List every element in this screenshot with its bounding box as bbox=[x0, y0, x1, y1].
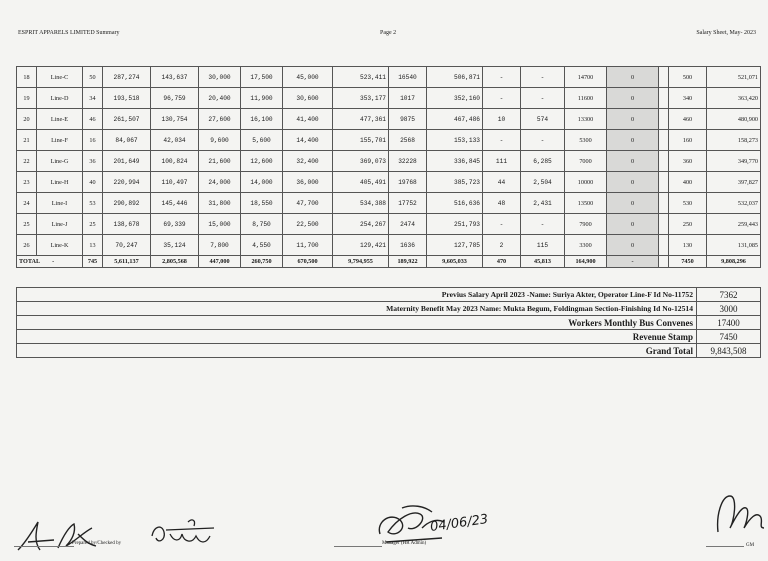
cell-c12: 13500 bbox=[565, 193, 607, 214]
cell-c1: 36 bbox=[83, 151, 103, 172]
row-number: 25 bbox=[17, 214, 37, 235]
cell-c9: 352,160 bbox=[427, 88, 483, 109]
cell-c4: 7,800 bbox=[199, 235, 241, 256]
cell-c7: 405,491 bbox=[333, 172, 389, 193]
cell-c16: 532,037 bbox=[707, 193, 761, 214]
cell-c15: 160 bbox=[669, 130, 707, 151]
cell-c13: 0 bbox=[607, 214, 659, 235]
cell-c2: 193,518 bbox=[103, 88, 151, 109]
cell-c8: 2474 bbox=[389, 214, 427, 235]
gm-label: GM bbox=[746, 543, 755, 548]
total-c12: 164,900 bbox=[565, 256, 607, 268]
cell-c7: 523,411 bbox=[333, 67, 389, 88]
summary-row bbox=[17, 344, 761, 358]
line-name: Line-C bbox=[37, 67, 83, 88]
total-c7: 9,794,955 bbox=[333, 256, 389, 268]
cell-c5: 4,550 bbox=[241, 235, 283, 256]
cell-c14 bbox=[659, 172, 669, 193]
summary-row bbox=[17, 288, 761, 302]
gm-sign-line bbox=[706, 546, 744, 547]
cell-c3: 130,754 bbox=[151, 109, 199, 130]
cell-c3: 145,446 bbox=[151, 193, 199, 214]
cell-c12: 13300 bbox=[565, 109, 607, 130]
cell-c2: 201,649 bbox=[103, 151, 151, 172]
cell-c11: 574 bbox=[521, 109, 565, 130]
cell-c5: 5,600 bbox=[241, 130, 283, 151]
cell-c4: 9,600 bbox=[199, 130, 241, 151]
salary-table bbox=[16, 66, 761, 268]
cell-c8: 2568 bbox=[389, 130, 427, 151]
gm-signature-icon bbox=[712, 488, 768, 540]
cell-c9: 153,133 bbox=[427, 130, 483, 151]
summary-label: Revenue Stamp bbox=[17, 330, 697, 344]
table-row bbox=[17, 193, 761, 214]
cell-c6: 14,400 bbox=[283, 130, 333, 151]
cell-c12: 5300 bbox=[565, 130, 607, 151]
cell-c13: 0 bbox=[607, 130, 659, 151]
cell-c14 bbox=[659, 109, 669, 130]
row-number: 20 bbox=[17, 109, 37, 130]
manager-sign-line bbox=[334, 546, 382, 547]
cell-c11: - bbox=[521, 130, 565, 151]
cell-c15: 500 bbox=[669, 67, 707, 88]
cell-c4: 15,000 bbox=[199, 214, 241, 235]
report-title: ESPRIT APPARELS LIMITED Summary bbox=[18, 30, 120, 36]
cell-c8: 19768 bbox=[389, 172, 427, 193]
summary-value: 17400 bbox=[697, 316, 761, 330]
cell-c7: 254,267 bbox=[333, 214, 389, 235]
cell-c13: 0 bbox=[607, 88, 659, 109]
cell-c9: 516,636 bbox=[427, 193, 483, 214]
cell-c14 bbox=[659, 235, 669, 256]
cell-c7: 477,361 bbox=[333, 109, 389, 130]
cell-c6: 45,000 bbox=[283, 67, 333, 88]
cell-c15: 400 bbox=[669, 172, 707, 193]
cell-c8: 1636 bbox=[389, 235, 427, 256]
cell-c15: 460 bbox=[669, 109, 707, 130]
cell-c10: 48 bbox=[483, 193, 521, 214]
cell-c9: 127,785 bbox=[427, 235, 483, 256]
cell-c13: 0 bbox=[607, 67, 659, 88]
total-c1: 745 bbox=[83, 256, 103, 268]
cell-c6: 22,500 bbox=[283, 214, 333, 235]
row-number: 22 bbox=[17, 151, 37, 172]
cell-c16: 131,085 bbox=[707, 235, 761, 256]
cell-c14 bbox=[659, 67, 669, 88]
summary-label: Previus Salary April 2023 -Name: Suriya Akter, Operator Line-F Id No-11752 bbox=[17, 288, 697, 302]
total-c14 bbox=[659, 256, 669, 268]
cell-c12: 7900 bbox=[565, 214, 607, 235]
page-number: Page 2 bbox=[380, 30, 397, 36]
cell-c5: 16,100 bbox=[241, 109, 283, 130]
cell-c7: 369,073 bbox=[333, 151, 389, 172]
table-row bbox=[17, 151, 761, 172]
cell-c3: 69,339 bbox=[151, 214, 199, 235]
row-number: 24 bbox=[17, 193, 37, 214]
total-label bbox=[17, 256, 83, 268]
manager-label: Manager (HR Admin) bbox=[382, 541, 427, 546]
cell-c16: 521,071 bbox=[707, 67, 761, 88]
cell-c6: 47,700 bbox=[283, 193, 333, 214]
cell-c15: 360 bbox=[669, 151, 707, 172]
cell-c14 bbox=[659, 88, 669, 109]
cell-c3: 143,637 bbox=[151, 67, 199, 88]
cell-c10: - bbox=[483, 214, 521, 235]
total-label-text: TOTAL bbox=[19, 258, 41, 265]
cell-c8: 16540 bbox=[389, 67, 427, 88]
checker-signature-icon bbox=[148, 516, 220, 552]
cell-c4: 20,400 bbox=[199, 88, 241, 109]
cell-c3: 42,034 bbox=[151, 130, 199, 151]
cell-c11: 2,504 bbox=[521, 172, 565, 193]
preparer-signature-icon bbox=[14, 514, 124, 556]
line-name: Line-F bbox=[37, 130, 83, 151]
cell-c5: 12,600 bbox=[241, 151, 283, 172]
cell-c2: 287,274 bbox=[103, 67, 151, 88]
table-row bbox=[17, 109, 761, 130]
cell-c14 bbox=[659, 193, 669, 214]
summary-value: 3000 bbox=[697, 302, 761, 316]
preparer-sign-line bbox=[14, 546, 74, 547]
cell-c2: 220,994 bbox=[103, 172, 151, 193]
cell-c11: - bbox=[521, 67, 565, 88]
cell-c5: 14,000 bbox=[241, 172, 283, 193]
cell-c7: 353,177 bbox=[333, 88, 389, 109]
cell-c1: 53 bbox=[83, 193, 103, 214]
total-c8: 189,922 bbox=[389, 256, 427, 268]
cell-c10: - bbox=[483, 88, 521, 109]
cell-c12: 14700 bbox=[565, 67, 607, 88]
row-number: 23 bbox=[17, 172, 37, 193]
cell-c1: 16 bbox=[83, 130, 103, 151]
prepared-by-label: Prepared by/Checked by bbox=[72, 541, 122, 546]
line-name: Line-D bbox=[37, 88, 83, 109]
total-c11: 45,813 bbox=[521, 256, 565, 268]
summary-label: Grand Total bbox=[17, 344, 697, 358]
cell-c16: 397,827 bbox=[707, 172, 761, 193]
cell-c14 bbox=[659, 130, 669, 151]
cell-c2: 138,678 bbox=[103, 214, 151, 235]
total-c13: - bbox=[607, 256, 659, 268]
cell-c16: 363,420 bbox=[707, 88, 761, 109]
cell-c4: 27,600 bbox=[199, 109, 241, 130]
cell-c7: 534,388 bbox=[333, 193, 389, 214]
cell-c9: 385,723 bbox=[427, 172, 483, 193]
cell-c11: - bbox=[521, 214, 565, 235]
cell-c1: 34 bbox=[83, 88, 103, 109]
summary-row bbox=[17, 316, 761, 330]
cell-c16: 259,443 bbox=[707, 214, 761, 235]
cell-c11: 2,431 bbox=[521, 193, 565, 214]
cell-c15: 130 bbox=[669, 235, 707, 256]
cell-c10: - bbox=[483, 130, 521, 151]
row-number: 19 bbox=[17, 88, 37, 109]
cell-c4: 30,000 bbox=[199, 67, 241, 88]
cell-c8: 1017 bbox=[389, 88, 427, 109]
summary-row bbox=[17, 302, 761, 316]
cell-c16: 158,273 bbox=[707, 130, 761, 151]
row-number: 21 bbox=[17, 130, 37, 151]
table-row bbox=[17, 88, 761, 109]
cell-c6: 36,000 bbox=[283, 172, 333, 193]
row-number: 26 bbox=[17, 235, 37, 256]
total-c3: 2,805,568 bbox=[151, 256, 199, 268]
cell-c12: 11600 bbox=[565, 88, 607, 109]
cell-c5: 11,900 bbox=[241, 88, 283, 109]
cell-c2: 70,247 bbox=[103, 235, 151, 256]
table-row bbox=[17, 67, 761, 88]
cell-c13: 0 bbox=[607, 151, 659, 172]
cell-c6: 41,400 bbox=[283, 109, 333, 130]
line-name: Line-K bbox=[37, 235, 83, 256]
cell-c8: 32228 bbox=[389, 151, 427, 172]
cell-c4: 21,600 bbox=[199, 151, 241, 172]
cell-c1: 25 bbox=[83, 214, 103, 235]
cell-c15: 340 bbox=[669, 88, 707, 109]
cell-c11: 115 bbox=[521, 235, 565, 256]
summary-table bbox=[16, 287, 761, 358]
cell-c6: 32,400 bbox=[283, 151, 333, 172]
cell-c4: 31,800 bbox=[199, 193, 241, 214]
sheet-title: Salary Sheet, May- 2023 bbox=[696, 30, 756, 36]
cell-c15: 250 bbox=[669, 214, 707, 235]
table-row bbox=[17, 130, 761, 151]
row-number: 18 bbox=[17, 67, 37, 88]
cell-c13: 0 bbox=[607, 235, 659, 256]
cell-c10: 111 bbox=[483, 151, 521, 172]
handwritten-date: 04/06/23 bbox=[429, 512, 490, 535]
cell-c6: 11,700 bbox=[283, 235, 333, 256]
cell-c8: 9875 bbox=[389, 109, 427, 130]
cell-c11: 6,285 bbox=[521, 151, 565, 172]
cell-c13: 0 bbox=[607, 193, 659, 214]
cell-c9: 467,486 bbox=[427, 109, 483, 130]
total-c9: 9,605,033 bbox=[427, 256, 483, 268]
cell-c5: 18,550 bbox=[241, 193, 283, 214]
cell-c13: 0 bbox=[607, 172, 659, 193]
cell-c5: 17,500 bbox=[241, 67, 283, 88]
cell-c12: 3300 bbox=[565, 235, 607, 256]
table-row bbox=[17, 235, 761, 256]
total-c2: 5,611,137 bbox=[103, 256, 151, 268]
line-name: Line-H bbox=[37, 172, 83, 193]
total-dash: - bbox=[52, 258, 55, 265]
total-c15: 7450 bbox=[669, 256, 707, 268]
cell-c16: 480,900 bbox=[707, 109, 761, 130]
cell-c10: 10 bbox=[483, 109, 521, 130]
cell-c9: 506,871 bbox=[427, 67, 483, 88]
cell-c7: 129,421 bbox=[333, 235, 389, 256]
line-name: Line-E bbox=[37, 109, 83, 130]
line-name: Line-G bbox=[37, 151, 83, 172]
cell-c12: 7000 bbox=[565, 151, 607, 172]
cell-c9: 251,793 bbox=[427, 214, 483, 235]
summary-label: Workers Monthly Bus Convenes bbox=[17, 316, 697, 330]
cell-c10: 44 bbox=[483, 172, 521, 193]
cell-c9: 336,845 bbox=[427, 151, 483, 172]
summary-value: 7362 bbox=[697, 288, 761, 302]
cell-c1: 46 bbox=[83, 109, 103, 130]
total-c6: 670,500 bbox=[283, 256, 333, 268]
summary-value: 7450 bbox=[697, 330, 761, 344]
total-c5: 260,750 bbox=[241, 256, 283, 268]
cell-c12: 10000 bbox=[565, 172, 607, 193]
total-row bbox=[17, 256, 761, 268]
cell-c2: 261,507 bbox=[103, 109, 151, 130]
summary-row bbox=[17, 330, 761, 344]
line-name: Line-J bbox=[37, 214, 83, 235]
cell-c14 bbox=[659, 151, 669, 172]
cell-c3: 100,824 bbox=[151, 151, 199, 172]
cell-c2: 290,892 bbox=[103, 193, 151, 214]
cell-c3: 35,124 bbox=[151, 235, 199, 256]
cell-c11: - bbox=[521, 88, 565, 109]
cell-c16: 349,770 bbox=[707, 151, 761, 172]
cell-c10: - bbox=[483, 67, 521, 88]
cell-c3: 110,497 bbox=[151, 172, 199, 193]
cell-c5: 8,750 bbox=[241, 214, 283, 235]
cell-c13: 0 bbox=[607, 109, 659, 130]
total-c16: 9,808,296 bbox=[707, 256, 761, 268]
cell-c8: 17752 bbox=[389, 193, 427, 214]
cell-c1: 40 bbox=[83, 172, 103, 193]
table-row bbox=[17, 172, 761, 193]
cell-c1: 13 bbox=[83, 235, 103, 256]
total-c10: 470 bbox=[483, 256, 521, 268]
cell-c4: 24,000 bbox=[199, 172, 241, 193]
cell-c15: 530 bbox=[669, 193, 707, 214]
cell-c3: 96,759 bbox=[151, 88, 199, 109]
cell-c14 bbox=[659, 214, 669, 235]
table-row bbox=[17, 214, 761, 235]
cell-c1: 50 bbox=[83, 67, 103, 88]
cell-c7: 155,701 bbox=[333, 130, 389, 151]
total-c4: 447,000 bbox=[199, 256, 241, 268]
cell-c2: 84,067 bbox=[103, 130, 151, 151]
summary-label: Maternity Benefit May 2023 Name: Mukta Begum, Foldingman Section-Finishing Id No-12514 bbox=[17, 302, 697, 316]
cell-c10: 2 bbox=[483, 235, 521, 256]
line-name: Line-I bbox=[37, 193, 83, 214]
summary-value: 9,843,508 bbox=[697, 344, 761, 358]
cell-c6: 30,600 bbox=[283, 88, 333, 109]
